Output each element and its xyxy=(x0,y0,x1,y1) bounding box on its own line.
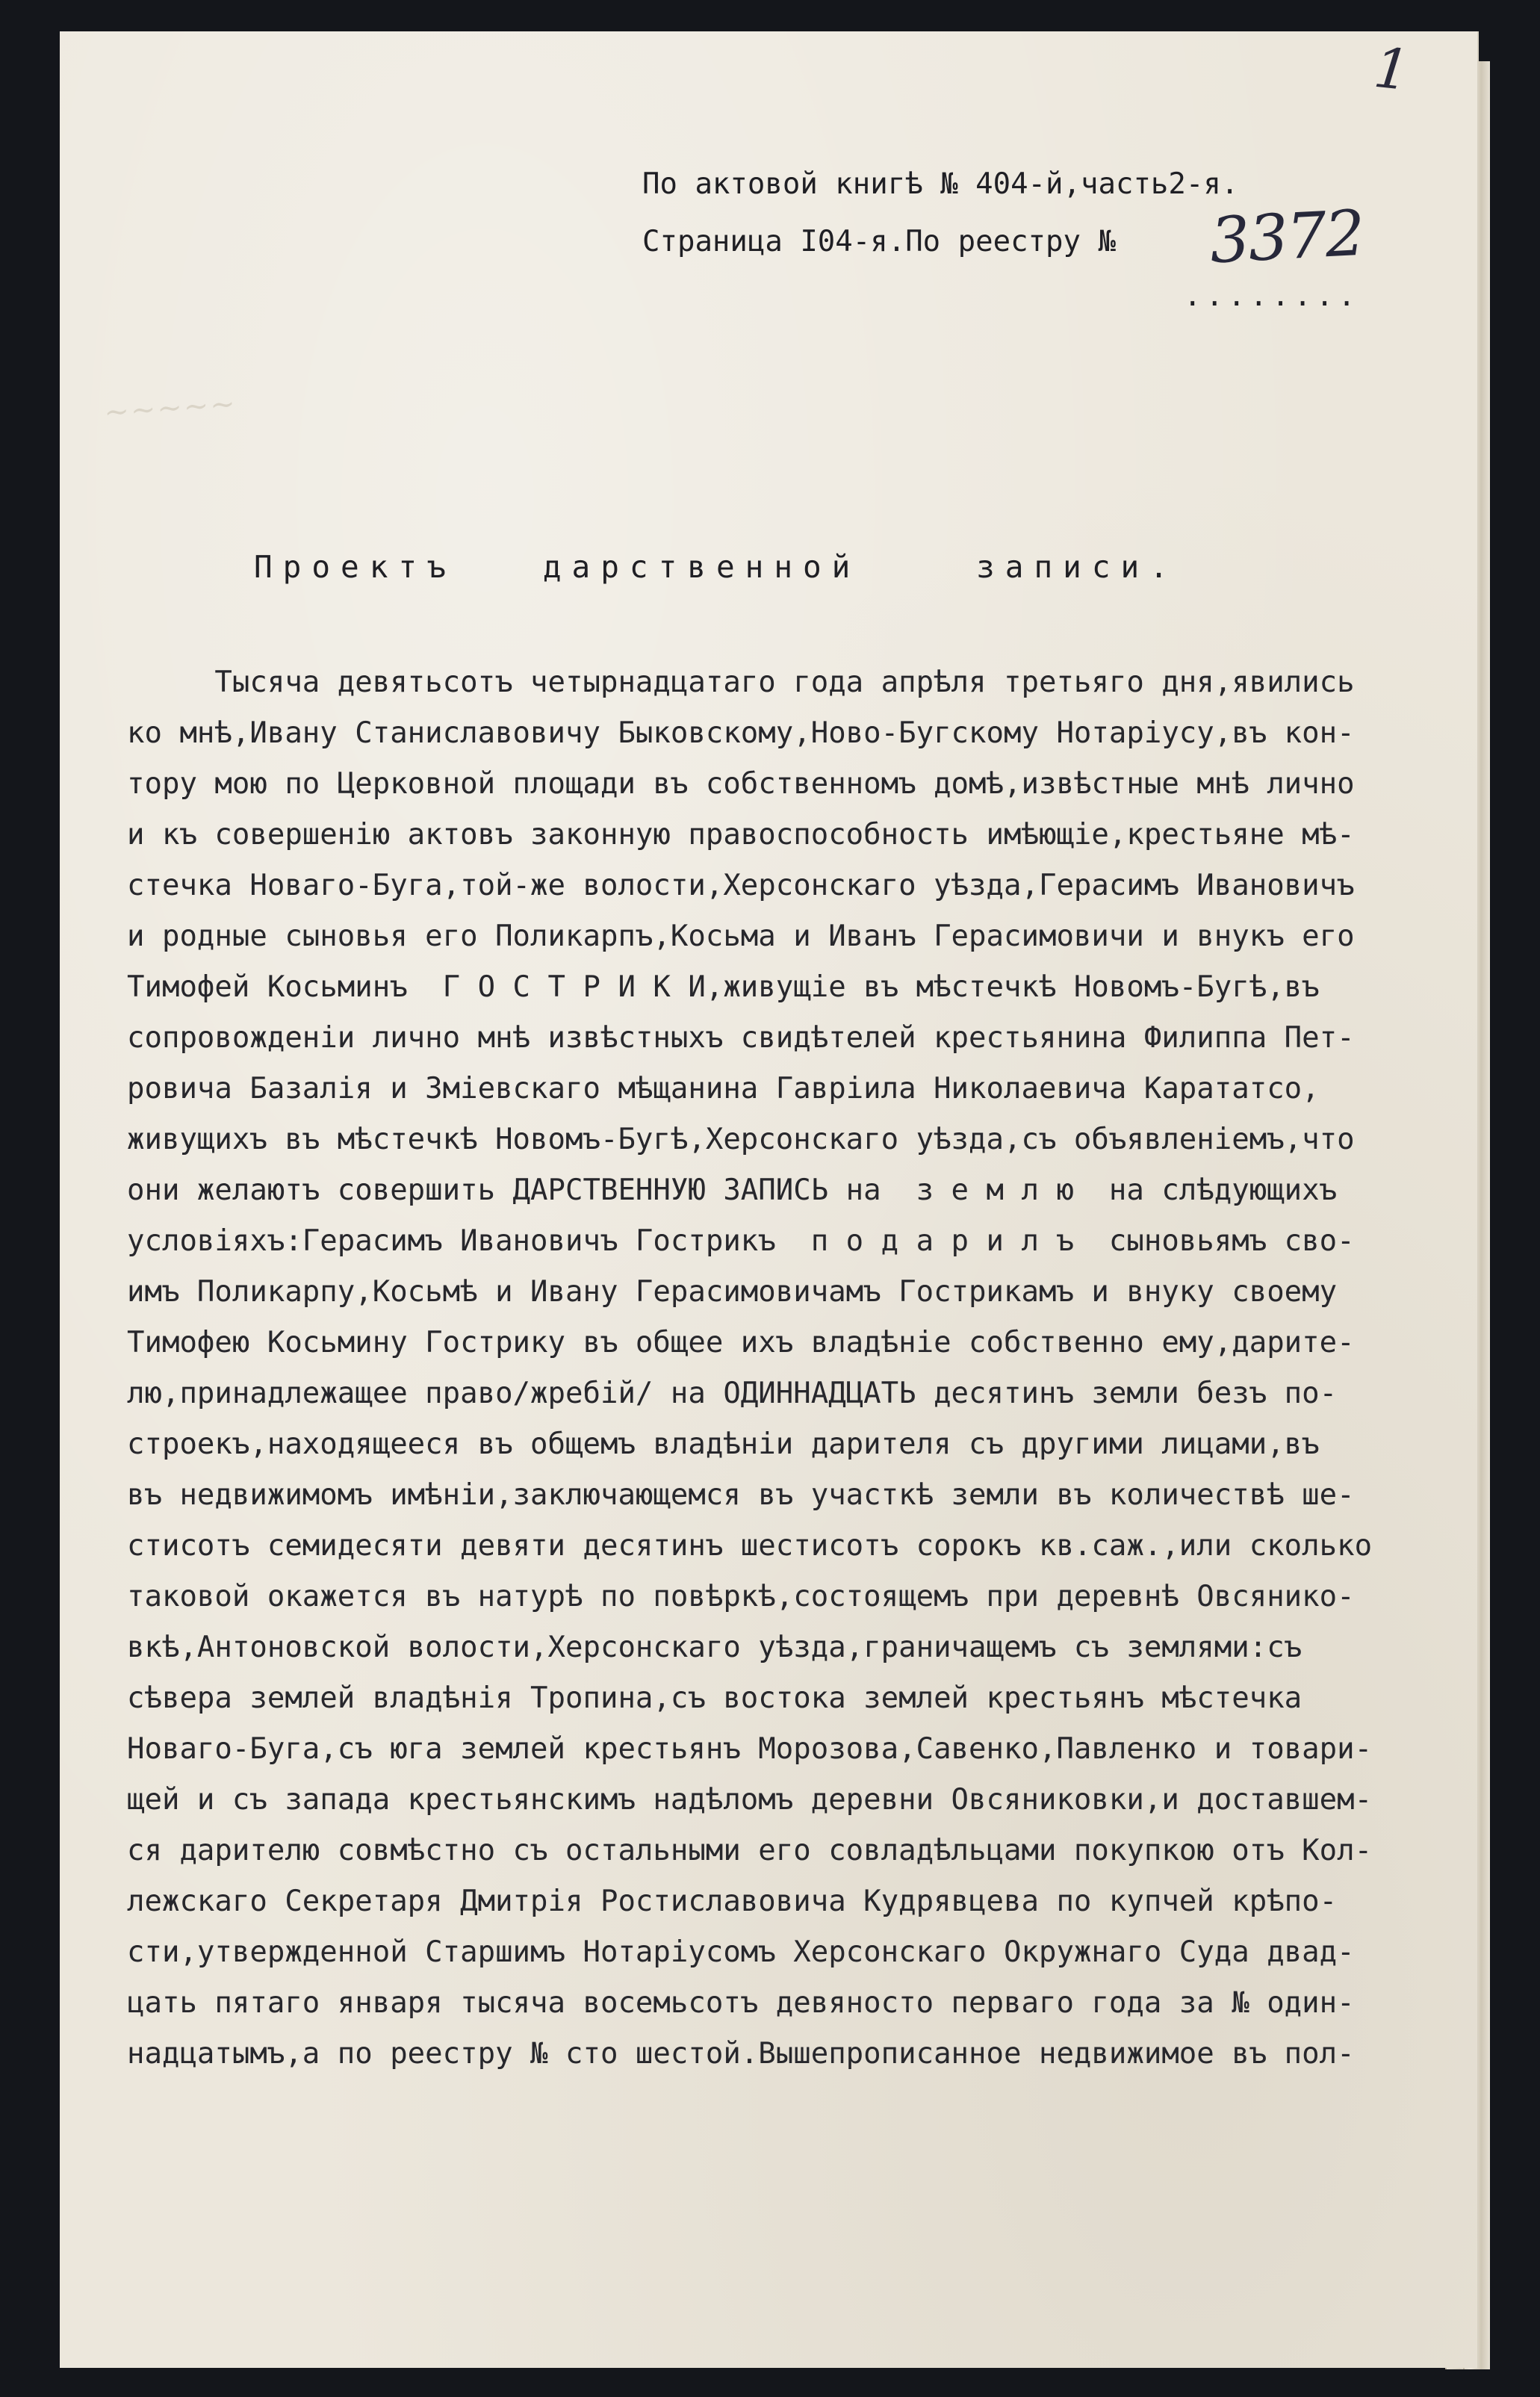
body-line: цать пятаго января тысяча восемьсотъ девяносто перваго года за № один- xyxy=(127,1986,1355,2020)
faded-stamp-mark: ~~~~~ xyxy=(102,386,238,430)
body-line: стечка Новаго-Буга,той-же волости,Херсонскаго уѣзда,Герасимъ Ивановичъ xyxy=(127,869,1355,902)
document-title: Проектъ дарственной записи. xyxy=(254,549,1179,585)
body-line: имъ Поликарпу,Косьмѣ и Ивану Герасимовичамъ Гострикамъ и внуку своему xyxy=(127,1275,1338,1309)
body-line: тору мою по Церковной площади въ собственномъ домѣ,извѣстные мнѣ лично xyxy=(127,767,1355,801)
body-line: и родные сыновья его Поликарпъ,Косьма и Иванъ Герасимовичи и внукъ его xyxy=(127,920,1355,953)
registry-header xyxy=(642,155,1238,270)
body-line: надцатымъ,а по реестру № сто шестой.Вышепрописанное недвижимое въ пол- xyxy=(127,2037,1355,2071)
registry-page-line: Страница I04-я.По реестру № xyxy=(642,225,1116,258)
body-line: сопровожденіи лично мнѣ извѣстныхъ свидѣтелей крестьянина Филиппа Пет- xyxy=(127,1021,1355,1055)
body-line: щей и съ запада крестьянскимъ надѣломъ деревни Овсяниковки,и доставшем- xyxy=(127,1783,1373,1817)
body-line: условіяхъ:Герасимъ Ивановичъ Гострикъ п о д а р и л ъ сыновьямъ сво- xyxy=(127,1224,1355,1258)
body-line: строекъ,находящееся въ общемъ владѣніи дарителя съ другими лицами,въ xyxy=(127,1427,1320,1461)
body-line: они желаютъ совершить ДАРСТВЕННУЮ ЗАПИСЬ на з е м л ю на слѣдующихъ xyxy=(127,1173,1338,1207)
body-line: Тимофей Косьминъ Г О С Т Р И К И,живущіе въ мѣстечкѣ Новомъ-Бугѣ,въ xyxy=(127,970,1320,1004)
body-line: Новаго-Буга,съ юга землей крестьянъ Морозова,Савенко,Павленко и товари- xyxy=(127,1732,1373,1766)
body-line: таковой окажется въ натурѣ по повѣркѣ,состоящемъ при деревнѣ Овсянико- xyxy=(127,1580,1355,1613)
body-line: лю,принадлежащее право/жребій/ на ОДИННАДЦАТЬ десятинъ земли безъ по- xyxy=(127,1377,1338,1410)
body-line: живущихъ въ мѣстечкѣ Новомъ-Бугѣ,Херсонскаго уѣзда,съ объявленіемъ,что xyxy=(127,1123,1355,1156)
body-line: лежскаго Секретаря Дмитрія Ростиславовича Кудрявцева по купчей крѣпо- xyxy=(127,1885,1338,1918)
folio-number: 1 xyxy=(1370,35,1413,104)
body-line: ровича Базалія и Зміевскаго мѣщанина Гавріила Николаевича Карататсо, xyxy=(127,1072,1320,1106)
registry-number-handwritten: 3372 xyxy=(1208,196,1366,278)
document-body xyxy=(127,657,1426,2080)
registry-book-line: По актовой книгѣ № 404-й,часть2-я. xyxy=(642,167,1239,201)
body-line: сти,утвержденной Старшимъ Нотаріусомъ Херсонскаго Окружнаго Суда двад- xyxy=(127,1935,1355,1969)
body-line: и къ совершенію актовъ законную правоспособность имѣющіе,крестьяне мѣ- xyxy=(127,818,1355,852)
body-line: въ недвижимомъ имѣніи,заключающемся въ участкѣ земли въ количествѣ ше- xyxy=(127,1478,1355,1512)
body-line: ко мнѣ,Ивану Станиславовичу Быковскому,Ново-Бугскому Нотаріусу,въ кон- xyxy=(127,716,1355,750)
registry-dots: ........ xyxy=(1184,279,1360,313)
body-line: стисотъ семидесяти девяти десятинъ шестисотъ сорокъ кв.саж.,или сколько xyxy=(127,1529,1373,1563)
body-line: вкѣ,Антоновской волости,Херсонскаго уѣзда,граничащемъ съ землями:съ xyxy=(127,1631,1303,1664)
body-line: Тимофею Косьмину Гострику въ общее ихъ владѣніе собственно ему,дарите- xyxy=(127,1326,1355,1359)
body-line: Тысяча девятьсотъ четырнадцатаго года апрѣля третьяго дня,явились xyxy=(127,666,1355,699)
body-line: сѣвера землей владѣнія Тропина,съ востока землей крестьянъ мѣстечка xyxy=(127,1681,1303,1715)
body-line: ся дарителю совмѣстно съ остальными его совладѣльцами покупкою отъ Кол- xyxy=(127,1834,1373,1867)
